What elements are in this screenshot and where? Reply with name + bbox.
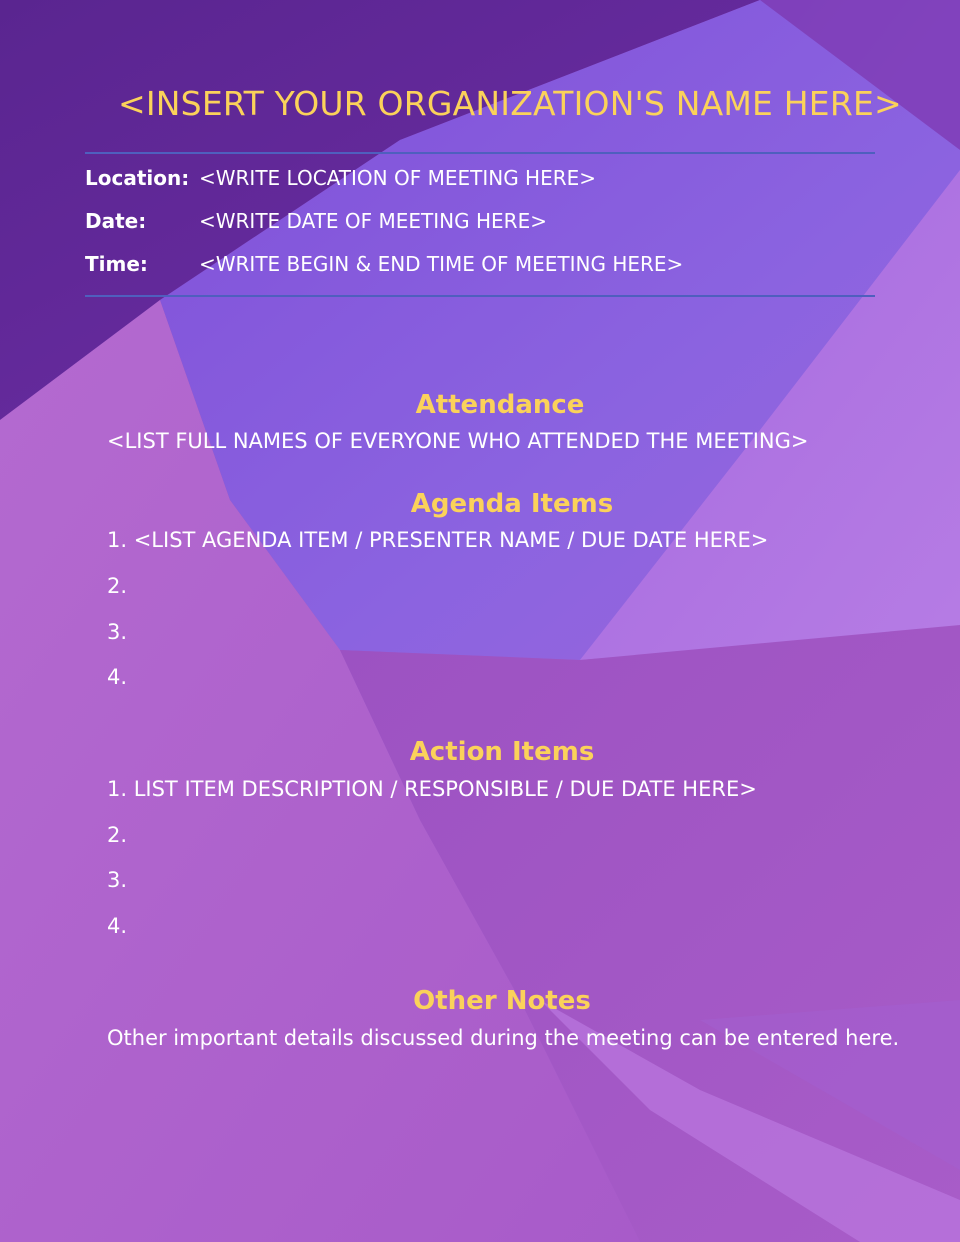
action-item: 2. (107, 823, 128, 847)
organization-name: <INSERT YOUR ORGANIZATION'S NAME HERE> (118, 84, 902, 123)
time-row (85, 252, 684, 276)
header-divider-bottom (85, 295, 875, 297)
other-notes-text: Other important details discussed during the meeting can be entered here. (107, 1026, 900, 1050)
time-label: Time: (85, 252, 148, 276)
location-label: Location: (85, 166, 190, 190)
agenda-item: 3. (107, 620, 128, 644)
action-items-heading: Action Items (409, 737, 595, 767)
date-value: <WRITE DATE OF MEETING HERE> (199, 209, 547, 233)
location-value: <WRITE LOCATION OF MEETING HERE> (199, 166, 597, 190)
attendance-text: <LIST FULL NAMES OF EVERYONE WHO ATTENDED THE MEETING> (107, 429, 809, 453)
action-item: 3. (107, 868, 128, 892)
location-row (85, 166, 597, 190)
time-value: <WRITE BEGIN & END TIME OF MEETING HERE> (199, 252, 684, 276)
attendance-heading: Attendance (415, 390, 585, 420)
agenda-item: 1. <LIST AGENDA ITEM / PRESENTER NAME / DUE DATE HERE> (107, 528, 769, 552)
header-divider-top (85, 152, 875, 154)
agenda-item: 2. (107, 574, 128, 598)
agenda-item: 4. (107, 665, 128, 689)
date-label: Date: (85, 209, 147, 233)
date-row (85, 209, 547, 233)
other-notes-heading: Other Notes (413, 986, 591, 1016)
agenda-heading: Agenda Items (410, 489, 614, 519)
action-item: 1. LIST ITEM DESCRIPTION / RESPONSIBLE / DUE DATE HERE> (107, 777, 757, 801)
action-item: 4. (107, 914, 128, 938)
